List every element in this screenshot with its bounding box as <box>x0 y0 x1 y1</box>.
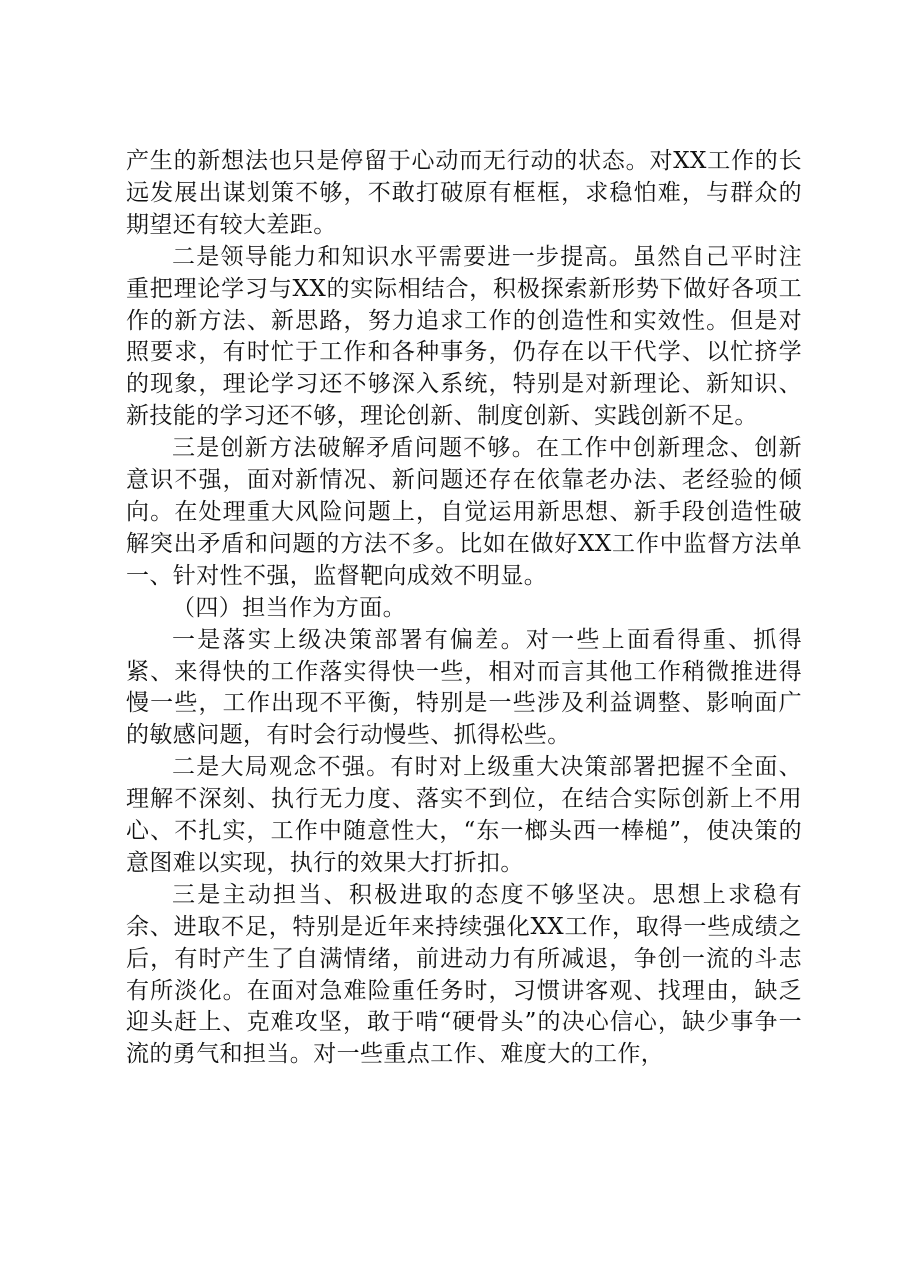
paragraph-continuation: 产生的新想法也只是停留于心动而无行动的状态。对XX工作的长远发展出谋划策不够，不敢打破原有框框，求稳怕难，与群众的期望还有较大差距。 <box>126 148 802 238</box>
document-body <box>126 146 802 1071</box>
paragraph-leadership-ability: 二是领导能力和知识水平需要进一步提高。虽然自己平时注重把理论学习与XX的实际相结合，积极探索新形势下做好各项工作的新方法、新思路，努力追求工作的创造性和实效性。但是对照要求，有时忙于工作和各种事务，仍存在以干代学、以忙挤学的现象，理论学习还不够深入系统，特别是对新理论、新知识、新技能的学习还不够，理论创新、制度创新、实践创新不足。 <box>126 243 802 430</box>
section-heading: （四）担当作为方面。 <box>172 594 406 621</box>
paragraph-implementation: 一是落实上级决策部署有偏差。对一些上面看得重、抓得紧、来得快的工作落实得快一些，相对而言其他工作稍微推进得慢一些，工作出现不平衡，特别是一些涉及利益调整、影响面广的敏感问题，有时会行动慢些、抓得松些。 <box>126 626 802 749</box>
paragraph-innovation-methods: 三是创新方法破解矛盾问题不够。在工作中创新理念、创新意识不强，面对新情况、新问题还存在依靠老办法、老经验的倾向。在处理重大风险问题上，自觉运用新思想、新手段创造性破解突出矛盾和问题的方法不多。比如在做好XX工作中监督方法单一、针对性不强，监督靶向成效不明显。 <box>126 435 802 589</box>
paragraph-initiative: 三是主动担当、积极进取的态度不够坚决。思想上求稳有余、进取不足，特别是近年来持续强化XX工作，取得一些成绩之后，有时产生了自满情绪，前进动力有所减退，争创一流的斗志有所淡化。在面对急难险重任务时，习惯讲客观、找理由，缺乏迎头赶上、克难攻坚，敢于啃“硬骨头”的决心信心，缺少事争一流的勇气和担当。对一些重点工作、难度大的工作， <box>126 881 802 1068</box>
paragraph-overall-view: 二是大局观念不强。有时对上级重大决策部署把握不全面、理解不深刻、执行无力度、落实不到位，在结合实际创新上不用心、不扎实，工作中随意性大，“东一榔头西一棒槌”，使决策的意图难以实现，执行的效果大打折扣。 <box>126 754 802 876</box>
